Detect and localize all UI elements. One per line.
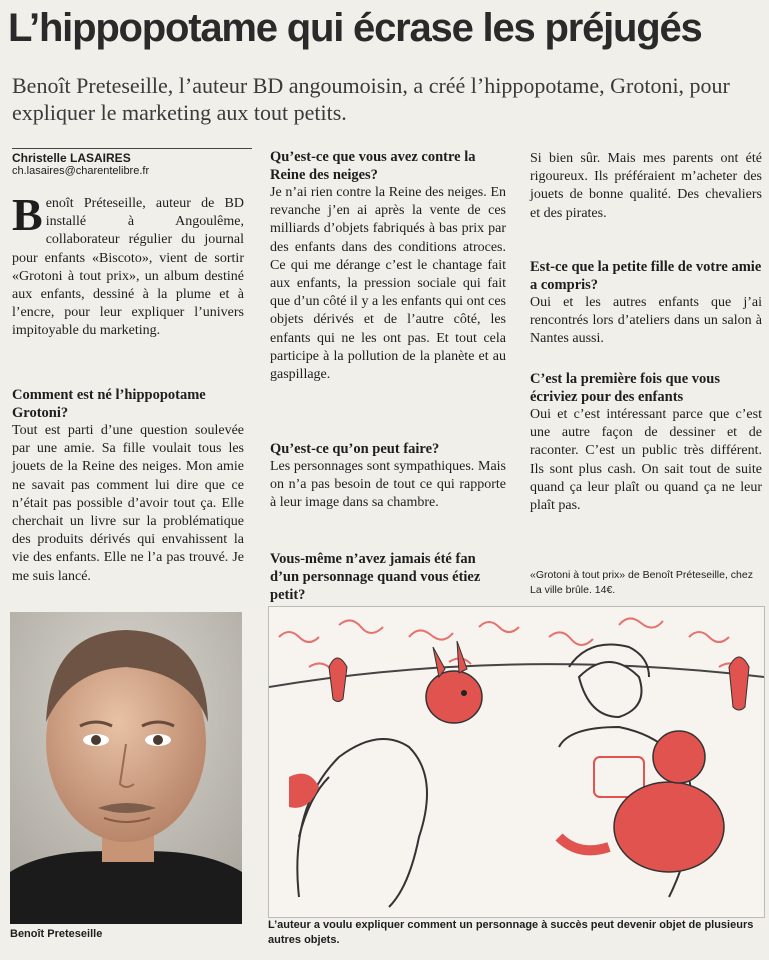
answer-4: Si bien sûr. Mais mes parents ont été rigoureux. Ils préféraient m’acheter des jouets de bonne qualité. Des chevaliers et des pirates. [530,151,762,221]
answer-5: Oui et les autres enfants que j’ai rencontrés lors d’ateliers dans un salon à Nantes aussi. [530,295,762,347]
author-portrait [10,612,242,924]
answer-6: Oui et c’est intéressant parce que c’est une autre façon de dessiner et de raconter. C’est un public très différent. Ils sont plus cash. On sait tout de suite quand ça leur plaît ou quand ça ne leur plaît pas. [530,407,762,514]
author-name: Christelle LASAIRES [12,148,252,166]
question-1: Comment est né l’hippopotame Grotoni? [12,387,206,421]
question-6: C’est la première fois que vous écriviez pour des enfants [530,371,720,405]
portrait-illustration [10,612,242,924]
question-5: Est-ce que la petite fille de votre amie a compris? [530,259,762,293]
author-email[interactable]: ch.lasaires@charentelibre.fr [12,165,150,177]
answer-3: Les personnages sont sympathiques. Mais on n’a pas besoin de tout ce qui rapporte à leur image dans sa chambre. [270,459,506,511]
portrait-caption: Benoît Preteseille [10,928,103,940]
question-3: Qu’est-ce qu’on peut faire? [270,441,440,457]
drop-cap: B [12,189,43,240]
intro-text: enoît Préteseille, auteur de BD installé à Angoulême, collaborateur régulier du journal pour enfants «Biscoto», vient de sortir «Grotoni à tout prix», un album destiné aux enfants, dessiné à la plume et à l’encre, pour leur expliquer l’univers impitoyable du marketing. [12,196,244,339]
intro-paragraph [12,189,244,341]
headline: L’hippopotame qui écrase les préjugés [8,6,702,50]
book-reference: «Grotoni à tout prix» de Benoît Préteseille, chez La ville brûle. 14€. [530,569,753,596]
drawing-caption: L’auteur a voulu expliquer comment un personnage à succès peut devenir objet de plusieurs autres objets. [268,919,754,946]
comic-illustration [269,607,764,917]
answer-1: Tout est parti d’une question soulevée par une amie. Sa fille voulait tous les jouets de la Reine des neiges. Mon amie ne savait pas comment lui dire que ce n’était pas possible d’avoir tout ça. Elle cherchait un livre sur la problématique des produits dérivés qui envahissent la vie des enfants. Elle ne l’a pas trouvé. Je me suis lancé. [12,423,244,584]
answer-2: Je n’ai rien contre la Reine des neiges. En revanche j’en ai après la vente de ces milliards d’objets fabriqués à bas prix par des enfants dans des conditions atroces. Ce qui me dérange c’est le chantage fait aux enfants, la pression sociale qui fait que d’un côté il y a les enfants qui ont ces objets dérivés et de l’autre côté, les enfants qui ne les ont pas. Et tout cela participe à la pollution de la planète et au gaspillage. [270,185,506,383]
question-2: Qu’est-ce que vous avez contre la Reine des neiges? [270,149,476,183]
question-4: Vous-même n’avez jamais été fan d’un personnage quand vous étiez petit? [270,551,481,603]
subheadline: Benoît Preteseille, l’auteur BD angoumoisin, a créé l’hippopotame, Grotoni, pour expliquer le marketing aux tout petits. [12,73,730,125]
comic-drawing [268,606,765,918]
